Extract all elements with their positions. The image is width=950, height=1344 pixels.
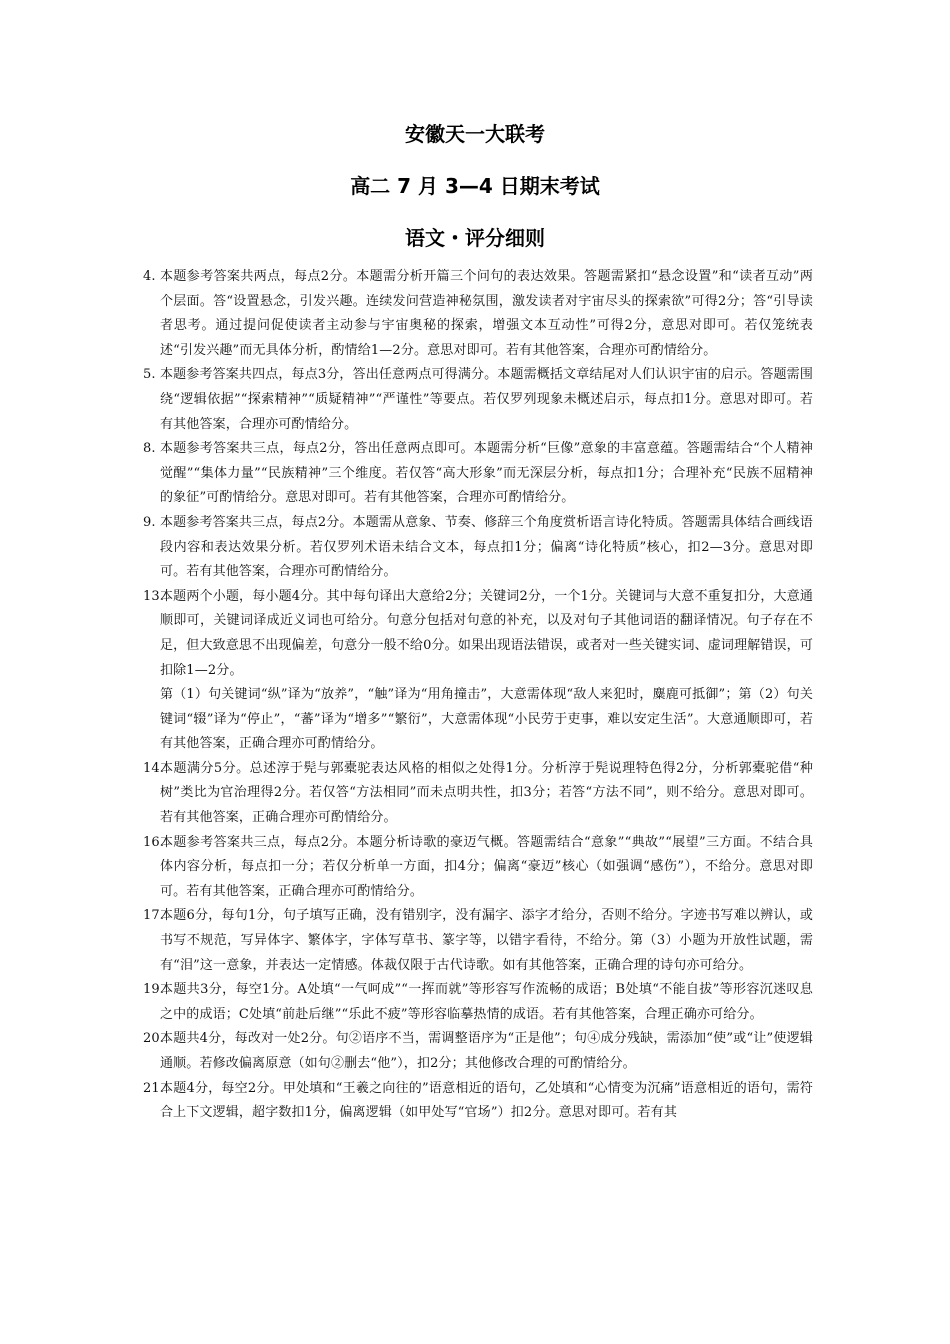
rule-number: 5. xyxy=(143,367,156,383)
rule-item-9 xyxy=(143,511,813,585)
rule-number: 8. xyxy=(143,441,156,457)
rule-number: 16. xyxy=(143,834,165,850)
rule-text: 本题共4分，每改对一处2分。句②语序不当，需调整语序为“正是他”；句④成分残缺，需添加“使”或“让”使逻辑通顺。若修改偏离原意（如句②删去“他”），扣2分；其他修改合理的可酌情给分。 xyxy=(160,1031,813,1071)
rule-number: 21. xyxy=(143,1080,165,1096)
subject-title: 语文・评分细则 xyxy=(405,226,545,250)
rule-item-20 xyxy=(143,1027,813,1076)
rule-text: 本题参考答案共三点，每点2分，答出任意两点即可。本题需分析“巨像”意象的丰富意蕴。答题需结合“个人精神觉醒”“集体力量”“民族精神”三个维度。若仅答“高大形象”而无深层分析，每点扣1分；合理补充“民族不屈精神的象征”可酌情给分。意思对即可。若有其他答案，合理亦可酌情给分。 xyxy=(160,441,813,506)
rule-text: 本题共3分，每空1分。A处填“一气呵成”“一挥而就”等形容写作流畅的成语；B处填“不能自拔”等形容沉迷叹息之中的成语；C处填“前赴后继”“乐此不疲”等形容临摹热情的成语。若有其他答案，合理正确亦可给分。 xyxy=(160,982,813,1022)
rule-item-13 xyxy=(143,585,813,757)
rule-text: 本题6分，每句1分，句子填写正确，没有错别字，没有漏字、添字才给分，否则不给分。字迹书写难以辨认，或书写不规范，写异体字、繁体字，字体写草书、篆字等，以错字看待，不给分。第（3）小题为开放性试题，需有“泪”这一意象，并表达一定情感。体裁仅限于古代诗歌。如有其他答案，正确合理的诗句亦可给分。 xyxy=(160,908,813,973)
rule-text: 本题满分5分。总述淳于髡与郭橐驼表达风格的相似之处得1分。分析淳于髡说理特色得2分，分析郭橐驼借“种树”类比为官治理得2分。若仅答“方法相同”而未点明共性，扣3分；若答“方法不同”，则不给分。意思对即可。若有其他答案，正确合理亦可酌情给分。 xyxy=(160,760,813,826)
rule-text: 本题参考答案共两点，每点2分。本题需分析开篇三个问句的表达效果。答题需紧扣“悬念设置”和“读者互动”两个层面。答“设置悬念，引发兴趣。连续发问营造神秘氛围，激发读者对宇宙尽头的探索欲”可得2分；答“引导读者思考。通过提问促使读者主动参与宇宙奥秘的探索，增强文本互动性”可得2分，意思对即可。若仅笼统表述“引发兴趣”而无具体分析，酌情给1—2分。意思对即可。若有其他答案，合理亦可酌情给分。 xyxy=(160,269,813,358)
rule-number: 9. xyxy=(143,514,156,530)
document-header xyxy=(0,122,950,250)
rule-item-8 xyxy=(143,437,813,511)
rule-number: 19. xyxy=(143,982,165,998)
rule-item-14 xyxy=(143,757,813,831)
rule-text-sentences: 第（1）句关键词“纵”译为“放养”，“触”译为“用角撞击”，大意需体现“敌人来犯时，麋鹿可抵御”；第（2）句关键词“辍”译为“停止”，“蕃”译为“增多”“繁衍”，大意需体现“小民劳于吏事，难以安定生活”。大意通顺即可，若有其他答案，正确合理亦可酌情给分。 xyxy=(160,687,813,752)
rule-number: 14. xyxy=(143,760,165,776)
rule-text: 本题4分，每空2分。甲处填和“王羲之向往的”语意相近的语句，乙处填和“心情变为沉痛”语意相近的语句，需符合上下文逻辑，超字数扣1分，偏离逻辑（如甲处写“官场”）扣2分。意思对即可。若有其 xyxy=(160,1080,813,1121)
rule-number: 20. xyxy=(143,1031,165,1047)
exam-session-title: 高二 7 月 3—4 日期末考试 xyxy=(350,174,600,198)
rule-text: 本题两个小题，每小题4分。其中每句译出大意给2分；关键词2分，一个1分。关键词与大意不重复扣分，大意通顺即可，关键词译成近义词也可给分。句意分包括对句意的补充，以及对句子其他词语的翻译情况。句子存在不足，但大致意思不出现偏差，句意分一般不给0分。如果出现语法错误，或者对一些关键实词、虚词理解错误，可扣除1—2分。 xyxy=(160,588,813,678)
rule-item-17 xyxy=(143,904,813,978)
rule-text: 本题参考答案共三点，每点2分。本题需从意象、节奏、修辞三个角度赏析语言诗化特质。答题需具体结合画线语段内容和表达效果分析。若仅罗列术语未结合文本，每点扣1分；偏离“诗化特质”核心，扣2—3分。意思对即可。若有其他答案，合理亦可酌情给分。 xyxy=(160,514,813,580)
rule-text: 本题参考答案共三点，每点2分。本题分析诗歌的豪迈气概。答题需结合“意象”“典故”“展望”三方面。不结合具体内容分析，每点扣一分；若仅分析单一方面，扣4分；偏离“豪迈”核心（如强调“感伤”），不给分。意思对即可。若有其他答案，正确合理亦可酌情给分。 xyxy=(160,834,813,899)
rule-item-19 xyxy=(143,978,813,1027)
rule-number: 13. xyxy=(143,588,165,604)
rule-item-21 xyxy=(143,1077,813,1126)
rule-item-16 xyxy=(143,831,813,905)
rule-item-4 xyxy=(143,265,813,363)
rule-item-5 xyxy=(143,363,813,437)
rule-text: 本题参考答案共四点，每点3分，答出任意两点可得满分。本题需概括文章结尾对人们认识宇宙的启示。答题需围绕“逻辑依据”“探索精神”“质疑精神”“严谨性”等要点。若仅罗列现象未概述启示，每点扣1分。意思对即可。若有其他答案，合理亦可酌情给分。 xyxy=(160,367,813,432)
scoring-rules-list xyxy=(143,265,813,1126)
rule-number: 17. xyxy=(143,908,165,924)
exam-organizer-title: 安徽天一大联考 xyxy=(405,122,545,146)
rule-number: 4. xyxy=(143,269,156,284)
